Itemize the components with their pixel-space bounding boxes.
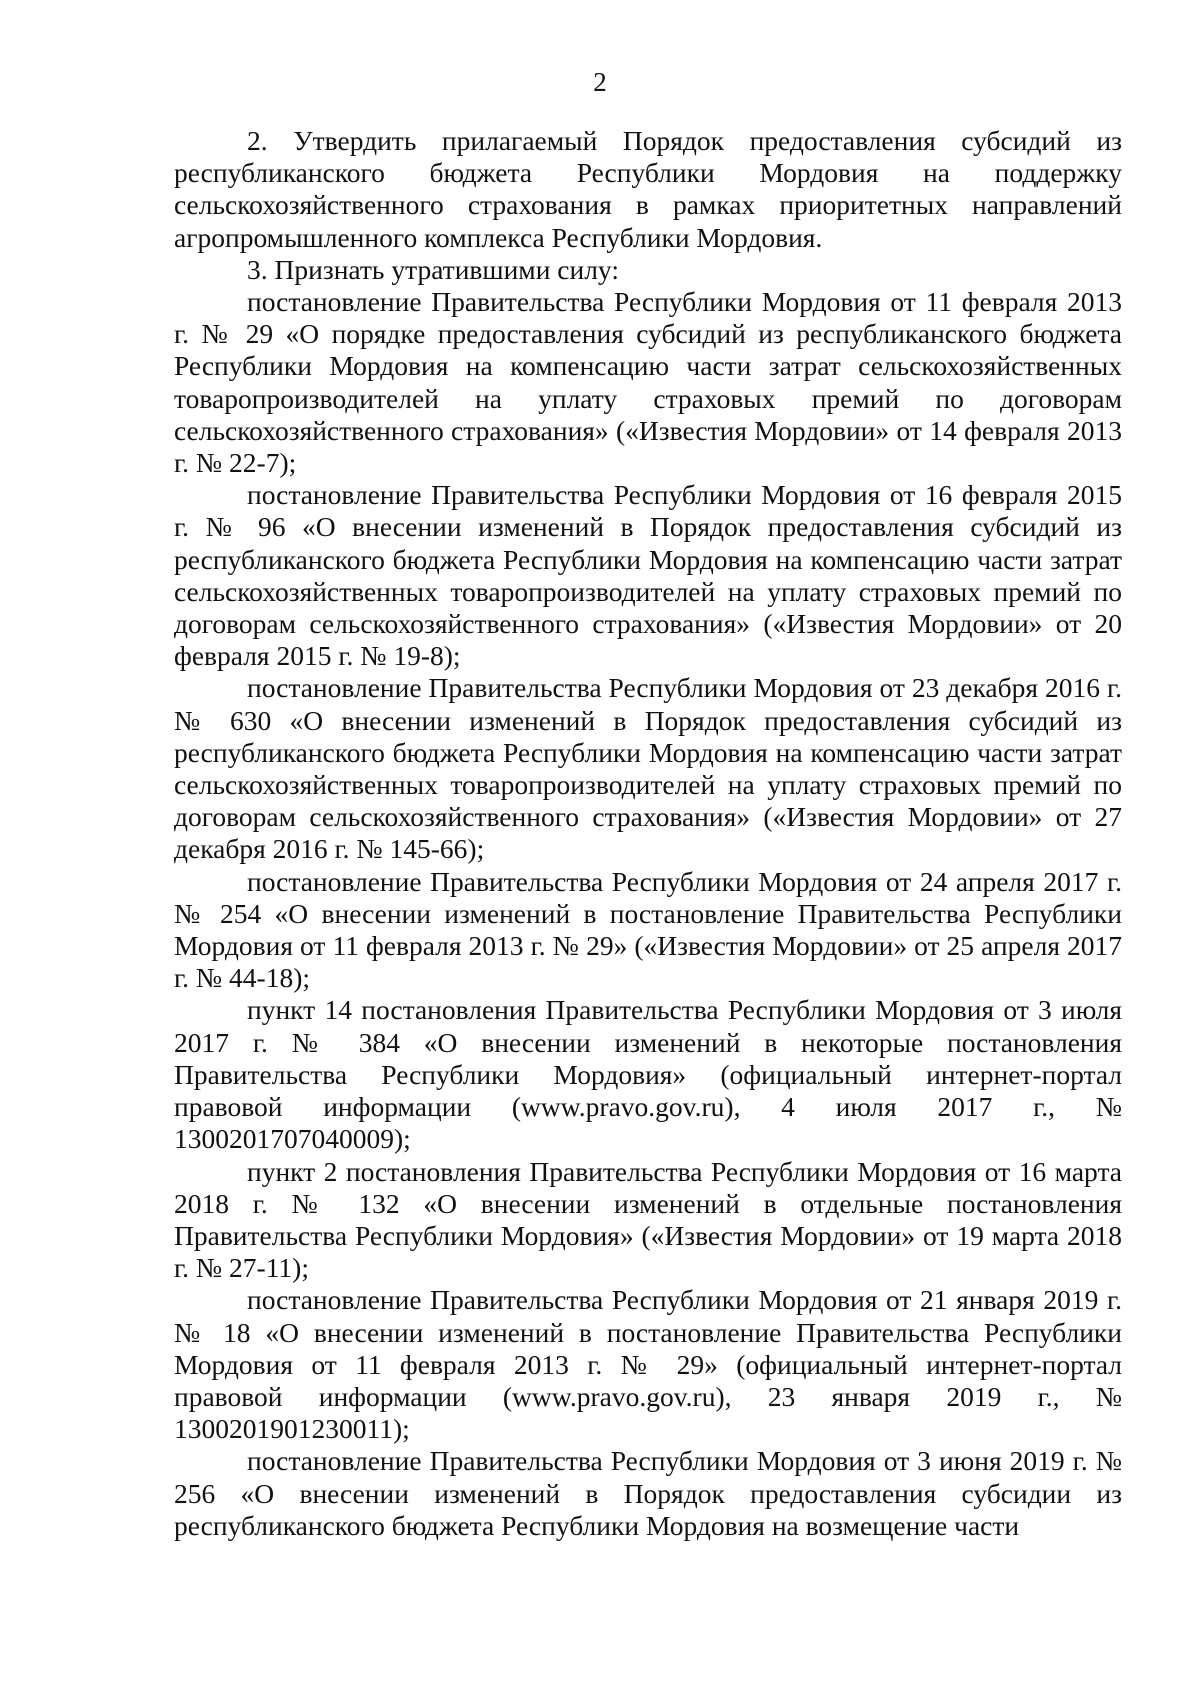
paragraph-repealed-act: постановление Правительства Республики Мордовия от 24 апреля 2017 г. № 254 «О внесении изменений в постановление Правительства Республики Мордовия от 11 февраля 2013 г. № 29» («Известия Мордовии» от 25 апреля 2017 г. № 44-18); xyxy=(174,865,1122,994)
paragraph-repealed-act: постановление Правительства Республики Мордовия от 23 декабря 2016 г. № 630 «О внесении изменений в Порядок предоставления субсидий из республиканского бюджета Республики Мордовия на компенсацию части затрат сельскохозяйственных товаропроизводителей на уплату страховых премий по договорам сельскохозяйственного страхования» («Известия Мордовии» от 27 декабря 2016 г. № 145-66); xyxy=(174,672,1122,865)
paragraph-approve-procedure: 2. Утвердить прилагаемый Порядок предоставления субсидий из республиканского бюджета Республики Мордовия на поддержку сельскохозяйственного страхования в рамках приоритетных направлений агропромышленного комплекса Республики Мордовия. xyxy=(174,125,1122,253)
page-number: 2 xyxy=(593,67,607,97)
paragraph-repealed-act: постановление Правительства Республики Мордовия от 16 февраля 2015 г. № 96 «О внесении изменений в Порядок предоставления субсидий из республиканского бюджета Республики Мордовия на компенсацию части затрат сельскохозяйственных товаропроизводителей на уплату страховых премий по договорам сельскохозяйственного страхования» («Известия Мордовии» от 20 февраля 2015 г. № 19-8); xyxy=(174,479,1122,672)
paragraph-repealed-act: пункт 14 постановления Правительства Республики Мордовия от 3 июля 2017 г. № 384 «О внесении изменений в некоторые постановления Правительства Республики Мордовия» (официальный интернет-портал правовой информации (www.pravo.gov.ru), 4 июля 2017 г., № 1300201707040009); xyxy=(174,994,1122,1155)
document-body xyxy=(174,125,1122,1542)
paragraph-repealed-act: пункт 2 постановления Правительства Республики Мордовия от 16 марта 2018 г. № 132 «О внесении изменений в отдельные постановления Правительства Республики Мордовия» («Известия Мордовии» от 19 марта 2018 г. № 27-11); xyxy=(174,1155,1122,1284)
paragraph-repealed-act: постановление Правительства Республики Мордовия от 3 июня 2019 г. № 256 «О внесении изменений в Порядок предоставления субсидии из республиканского бюджета Республики Мордовия на возмещение части xyxy=(174,1445,1122,1541)
paragraph-repealed-act: постановление Правительства Республики Мордовия от 11 февраля 2013 г. № 29 «О порядке предоставления субсидий из республиканского бюджета Республики Мордовия на компенсацию части затрат сельскохозяйственных товаропроизводителей на уплату страховых премий по договорам сельскохозяйственного страхования» («Известия Мордовии» от 14 февраля 2013 г. № 22-7); xyxy=(174,286,1122,479)
paragraph-repealed-act: постановление Правительства Республики Мордовия от 21 января 2019 г. № 18 «О внесении изменений в постановление Правительства Республики Мордовия от 11 февраля 2013 г. № 29» (официальный интернет-портал правовой информации (www.pravo.gov.ru), 23 января 2019 г., № 1300201901230011); xyxy=(174,1284,1122,1445)
paragraph-repeal-heading: 3. Признать утратившими силу: xyxy=(247,253,619,285)
